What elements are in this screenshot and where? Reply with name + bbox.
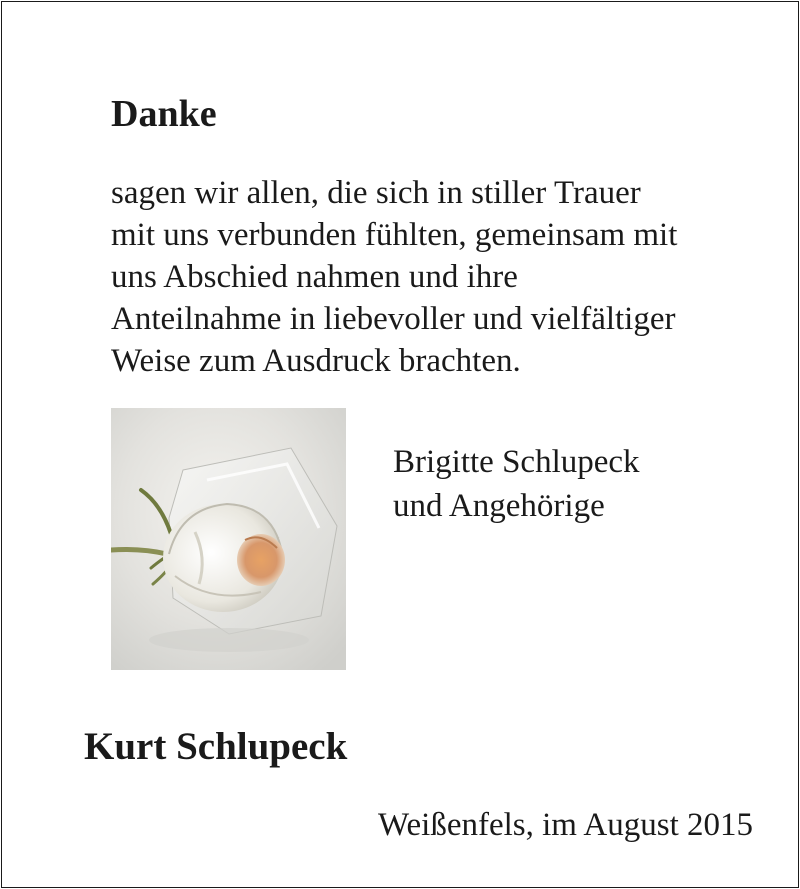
deceased-name: Kurt Schlupeck [84,725,348,768]
signature-line: und Angehörige [393,488,605,524]
notice-body-text [111,172,771,382]
body-line: sagen wir allen, die sich in stiller Trauer [111,175,641,211]
obituary-notice-card [1,1,799,888]
place-and-date: Weißenfels, im August 2015 [378,807,753,843]
body-line: mit uns verbunden fühlten, gemeinsam mit [111,217,678,253]
white-rose-photo [111,408,346,670]
body-line: Weise zum Ausdruck brachten. [111,343,521,379]
signature-line: Brigitte Schlupeck [393,444,640,480]
signature-block [393,440,640,528]
body-line: Anteilnahme in liebevoller und vielfältiger [111,301,676,337]
notice-heading: Danke [111,93,217,135]
body-line: uns Abschied nahmen und ihre [111,259,518,295]
